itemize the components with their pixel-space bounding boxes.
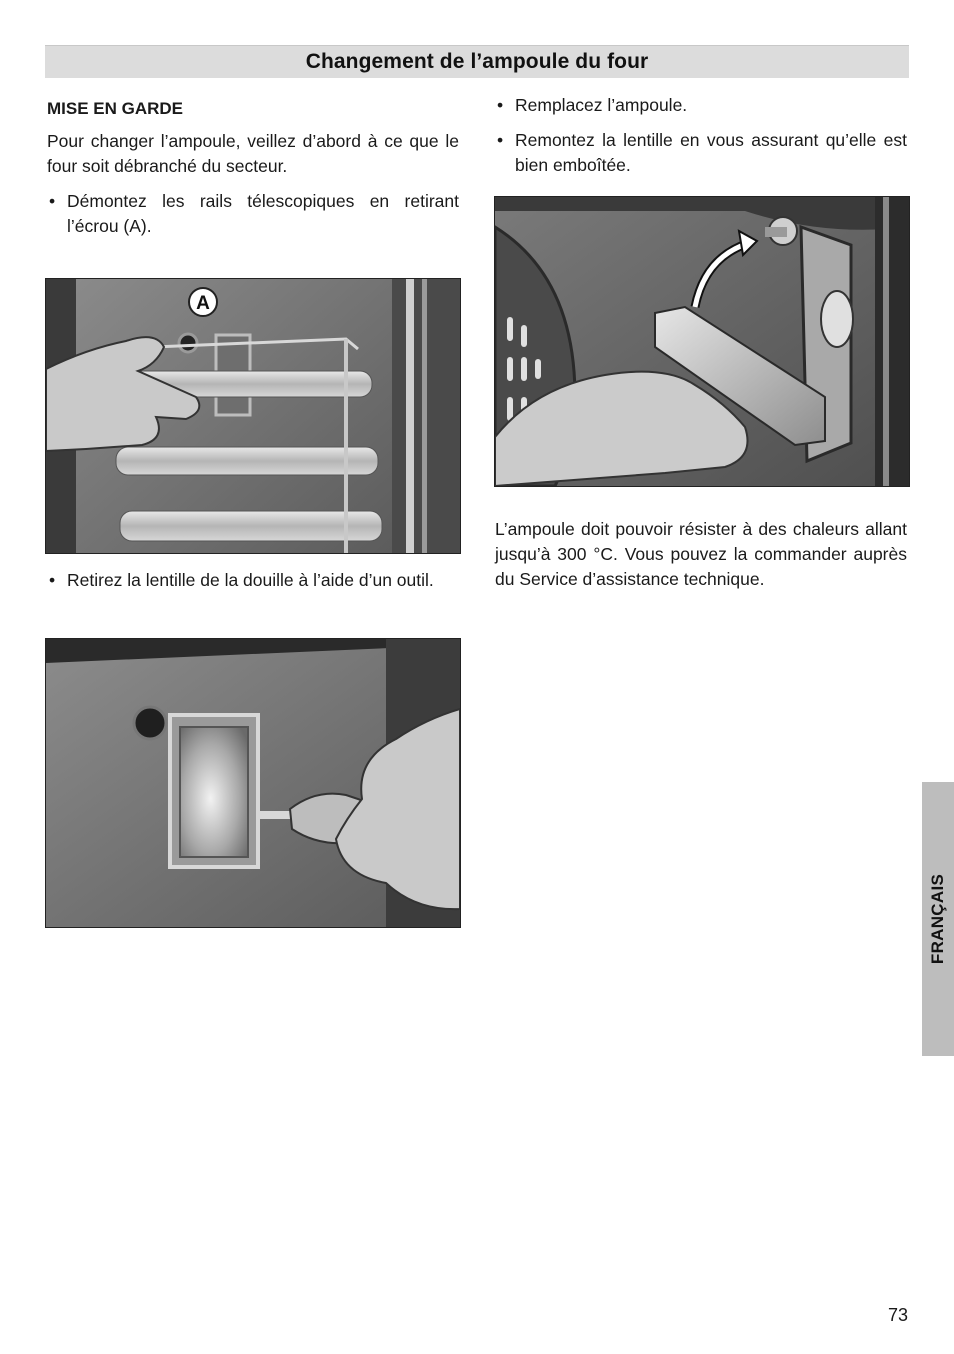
lens-tool-illustration — [46, 639, 460, 927]
figure-refit-lens — [494, 196, 910, 487]
bulb-note: L’ampoule doit pouvoir résister à des chaleurs allant jusqu’à 300 °C. Vous pouvez la commander auprès du Service d’assistance technique. — [495, 519, 907, 589]
step-remove-lens-wrapper — [47, 568, 459, 593]
warning-text: Pour changer l’ampoule, veillez d’abord à ce que le four soit débranché du secteur. — [47, 131, 459, 176]
page-number: 73 — [887, 1305, 908, 1325]
figure-remove-lens — [45, 638, 461, 928]
title-bar — [45, 45, 909, 78]
page-title: Changement de l’ampoule du four — [305, 50, 649, 73]
step-remove-rails: • Démontez les rails télescopiques en retirant l’écrou (A). — [47, 189, 459, 239]
step-refit-lens: • Remontez la lentille en vous assurant qu’elle est bien emboîtée. — [495, 128, 907, 178]
refit-lens-illustration — [495, 197, 909, 486]
right-column — [495, 93, 907, 178]
left-column — [47, 96, 459, 239]
language-label: FRANÇAIS — [928, 873, 948, 965]
rails-illustration — [46, 279, 460, 553]
step-remove-lens: • Retirez la lentille de la douille à l’aide d’un outil. — [47, 568, 459, 593]
label-a: A — [196, 293, 210, 314]
language-tab — [922, 782, 954, 1056]
step-replace-bulb: • Remplacez l’ampoule. — [495, 93, 907, 118]
warning-heading: MISE EN GARDE — [47, 99, 184, 118]
bulb-note-wrapper — [495, 517, 907, 592]
figure-remove-rails — [45, 278, 461, 554]
